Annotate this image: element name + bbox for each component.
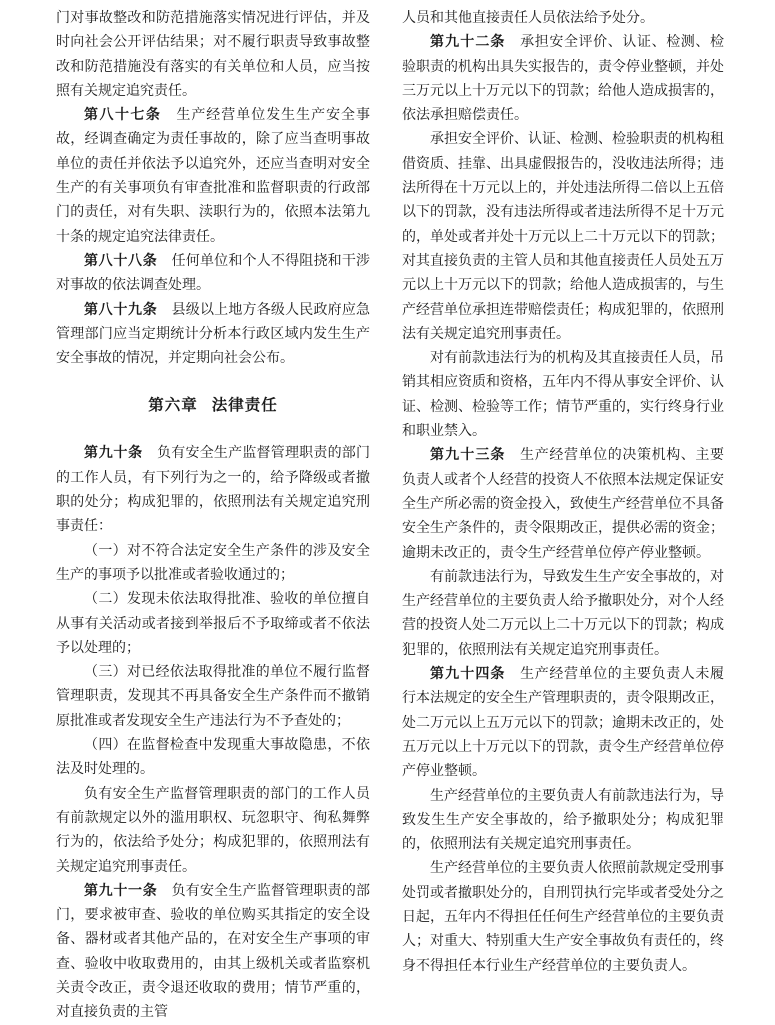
list-item: （一）对不符合法定安全生产条件的涉及安全生产的事项予以批准或者验收通过的； — [56, 542, 370, 583]
paragraph: 生产经营单位的主要负责人有前款违法行为，导致发生生产安全事故的，给予撤职处分；构成犯罪的，依照刑法有关规定追究刑事责任。 — [402, 787, 724, 853]
article-body: 负有安全生产监督管理职责的部门，要求被审查、验收的单位购买其指定的安全设备、器材或者其他产品的，在对安全生产事项的审查、验收中收取费用的，由其上级机关或者监察机关责令改正，责令退还收取的费用；情节严重的，对直接负责的主管 — [56, 882, 371, 1021]
article-92 — [402, 30, 724, 127]
article-body: 承担安全评价、认证、检测、检验职责的机构出具失实报告的，责令停业整顿，并处三万元以上十万元以下的罚款；给他人造成损害的，依法承担赔偿责任。 — [402, 34, 725, 124]
article-title: 第八十八条 — [84, 252, 158, 269]
list-item: （三）对已经依法取得批准的单位不履行监督管理职责，发现其不再具备安全生产条件而不撤销原批准或者发现安全生产违法行为不予查处的； — [56, 664, 370, 729]
paragraph: 负有安全生产监督管理职责的部门的工作人员有前款规定以外的滥用职权、玩忽职守、徇私舞弊行为的，依法给予处分；构成犯罪的，依照刑法有关规定追究刑事责任。 — [56, 785, 370, 875]
left-column — [56, 6, 370, 1025]
article-title: 第八十九条 — [84, 301, 158, 318]
article-title: 第九十四条 — [430, 666, 506, 683]
article-title: 第九十一条 — [84, 882, 158, 899]
article-89 — [56, 298, 370, 371]
article-88 — [56, 249, 370, 298]
article-title: 第九十三条 — [430, 447, 506, 464]
article-title: 第九十条 — [84, 445, 143, 462]
article-body: 任何单位和个人不得阻挠和干涉对事故的依法调查处理。 — [56, 252, 371, 294]
article-body: 负有安全生产监督管理职责的部门的工作人员，有下列行为之一的，给予降级或者撤职的处分；构成犯罪的，依照刑法有关规定追究刑事责任： — [56, 445, 371, 535]
article-body: 生产经营单位发生生产安全事故，经调查确定为责任事故的，除了应当查明事故单位的责任并依法予以追究外，还应当查明对安全生产的有关事项负有审查批准和监督职责的行政部门的责任，对有失职、渎职行为的，依照本法第九十条的规定追究法律责任。 — [56, 107, 371, 245]
article-body: 生产经营单位的决策机构、主要负责人或者个人经营的投资人不依照本法规定保证安全生产所必需的资金投入，致使生产经营单位不具备安全生产条件的，责令限期改正，提供必需的资金；逾期未改正的，责令生产经营单位停产停业整顿。 — [402, 447, 725, 561]
article-91 — [56, 879, 370, 1025]
article-94 — [402, 662, 724, 783]
paragraph: 对有前款违法行为的机构及其直接责任人员，吊销其相应资质和资格，五年内不得从事安全评价、认证、检测、检验等工作；情节严重的，实行终身行业和职业禁入。 — [402, 350, 724, 440]
chapter-number: 第六章 — [148, 396, 198, 415]
article-93 — [402, 443, 724, 564]
right-column — [402, 6, 724, 978]
article-body: 县级以上地方各级人民政府应急管理部门应当定期统计分析本行政区域内发生生产安全事故的情况，并定期向社会公布。 — [56, 301, 371, 367]
article-90 — [56, 441, 370, 538]
paragraph-continuation: 人员和其他直接责任人员依法给予处分。 — [402, 10, 654, 26]
paragraph: 承担安全评价、认证、检测、检验职责的机构租借资质、挂靠、出具虚假报告的，没收违法所得；违法所得在十万元以上的，并处违法所得二倍以上五倍以下的罚款，没有违法所得或者违法所得不足十万元的，单处或者并处十万元以上二十万元以下的罚款；对其直接负责的主管人员和其他直接责任人员处五万元以上十万元以下的罚款；给他人造成损害的，与生产经营单位承担连带赔偿责任；构成犯罪的，依照刑法有关规定追究刑事责任。 — [402, 131, 724, 342]
paragraph-continuation: 门对事故整改和防范措施落实情况进行评估，并及时向社会公开评估结果；对不履行职责导致事故整改和防范措施没有落实的有关单位和人员，应当按照有关规定追究责任。 — [56, 10, 370, 99]
article-title: 第八十七条 — [84, 107, 162, 124]
paragraph: 生产经营单位的主要负责人依照前款规定受刑事处罚或者撤职处分的，自刑罚执行完毕或者受处分之日起，五年内不得担任任何生产经营单位的主要负责人；对重大、特别重大生产安全事故负有责任的，终身不得担任本行业生产经营单位的主要负责人。 — [402, 860, 724, 974]
chapter-title: 法律责任 — [211, 396, 278, 415]
article-body: 生产经营单位的主要负责人未履行本法规定的安全生产管理职责的，责令限期改正，处二万元以上五万元以下的罚款；逾期未改正的，处五万元以上十万元以下的罚款，责令生产经营单位停产停业整顿。 — [402, 666, 725, 780]
chapter-heading — [56, 393, 370, 417]
article-87 — [56, 103, 370, 249]
list-item: （四）在监督检查中发现重大事故隐患，不依法及时处理的。 — [56, 737, 370, 778]
paragraph: 有前款违法行为，导致发生生产安全事故的，对生产经营单位的主要负责人给予撤职处分，对个人经营的投资人处二万元以上二十万元以下的罚款；构成犯罪的，依照刑法有关规定追究刑事责任。 — [402, 568, 724, 658]
list-item: （二）发现未依法取得批准、验收的单位擅自从事有关活动或者接到举报后不予取缔或者不依法予以处理的； — [56, 591, 370, 656]
article-title: 第九十二条 — [430, 34, 506, 51]
